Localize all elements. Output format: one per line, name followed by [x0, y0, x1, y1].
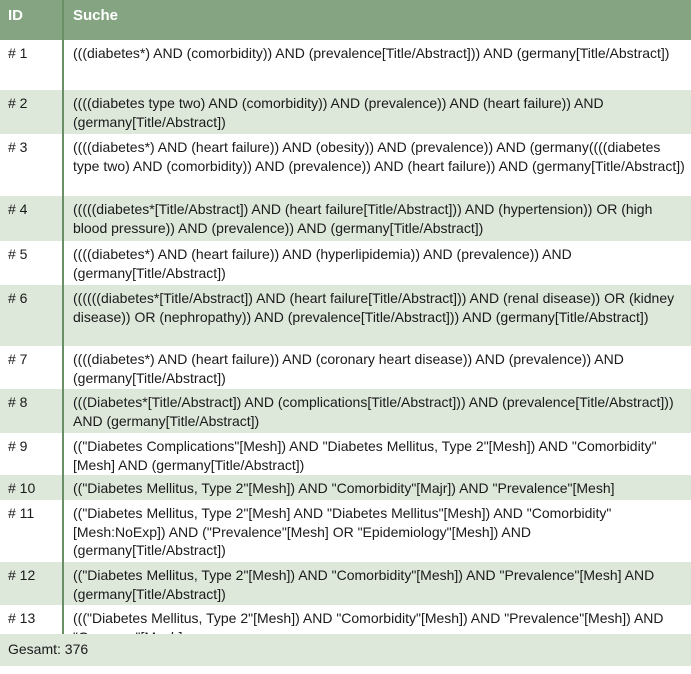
row-id: # 8	[0, 389, 63, 433]
column-header-id: ID	[0, 0, 63, 40]
row-id: # 2	[0, 90, 63, 134]
row-query: ((((((diabetes*[Title/Abstract]) AND (heart failure[Title/Abstract])) AND (renal disease)) OR (kidney disease)) OR (nephropathy)) AND (prevalence[Title/Abstract])) AND (germany[Title/Abstract])	[63, 285, 691, 346]
row-id: # 3	[0, 134, 63, 196]
row-id: # 10	[0, 475, 63, 500]
row-query: (("Diabetes Mellitus, Type 2"[Mesh]) AND "Comorbidity"[Mesh]) AND "Prevalence"[Mesh] AND (germany[Title/Abstract])	[63, 562, 691, 605]
row-id: # 4	[0, 196, 63, 241]
table-row	[0, 475, 691, 500]
column-header-query: Suche	[63, 0, 691, 40]
table-row	[0, 562, 691, 605]
row-id: # 9	[0, 433, 63, 475]
table-row	[0, 241, 691, 285]
row-query: (((diabetes*) AND (comorbidity)) AND (prevalence[Title/Abstract])) AND (germany[Title/Abstract])	[63, 40, 691, 90]
row-query: ((("Diabetes Mellitus, Type 2"[Mesh]) AND "Comorbidity"[Mesh]) AND "Prevalence"[Mesh]) AND	[63, 605, 691, 646]
table-row	[0, 90, 691, 134]
row-query: (((Diabetes*[Title/Abstract]) AND (complications[Title/Abstract])) AND (prevalence[Title/Abstract])) AND (germany[Title/Abstract])	[63, 389, 691, 433]
table-row	[0, 40, 691, 90]
row-id: # 11	[0, 500, 63, 562]
row-id: # 7	[0, 346, 63, 389]
row-query: (("Diabetes Complications"[Mesh]) AND "Diabetes Mellitus, Type 2"[Mesh]) AND "Comorbidity"[Mesh] AND (germany[Title/Abstract])	[63, 433, 691, 475]
row-id: # 6	[0, 285, 63, 346]
table-row	[0, 285, 691, 346]
table-row	[0, 500, 691, 562]
table-header-row	[0, 0, 691, 40]
row-query: ((((diabetes*) AND (heart failure)) AND (obesity)) AND (prevalence)) AND (germany((((diabetes type two) AND (comorbidity)) AND (prevalence)) AND (heart failure)) AND (germany[Title/Abstract])	[63, 134, 691, 196]
row-query: ((((diabetes type two) AND (comorbidity)) AND (prevalence)) AND (heart failure)) AND (germany[Title/Abstract])	[63, 90, 691, 134]
row-query: (("Diabetes Mellitus, Type 2"[Mesh] AND "Diabetes Mellitus"[Mesh]) AND "Comorbidity"[Mesh:NoExp]) AND ("Prevalence"[Mesh] OR "Epidemiology"[Mesh]) AND (germany[Title/Abstract])	[63, 500, 691, 562]
table-row	[0, 433, 691, 475]
row-query: ((((diabetes*) AND (heart failure)) AND (coronary heart disease)) AND (prevalence)) AND (germany[Title/Abstract])	[63, 346, 691, 389]
table-row	[0, 389, 691, 433]
total-count: Gesamt: 376	[0, 634, 691, 666]
table-row	[0, 346, 691, 389]
row-id: # 13	[0, 605, 63, 646]
row-query: ((((diabetes*) AND (heart failure)) AND (hyperlipidemia)) AND (prevalence)) AND (germany[Title/Abstract])	[63, 241, 691, 285]
table-row	[0, 196, 691, 241]
table-row	[0, 134, 691, 196]
row-query: (((((diabetes*[Title/Abstract]) AND (heart failure[Title/Abstract])) AND (hypertension)) OR (high blood pressure)) AND (prevalence)) AND (germany[Title/Abstract])	[63, 196, 691, 241]
row-id: # 1	[0, 40, 63, 90]
row-id: # 12	[0, 562, 63, 605]
row-id: # 5	[0, 241, 63, 285]
row-query: (("Diabetes Mellitus, Type 2"[Mesh]) AND "Comorbidity"[Majr]) AND "Prevalence"[Mesh]	[63, 475, 691, 500]
